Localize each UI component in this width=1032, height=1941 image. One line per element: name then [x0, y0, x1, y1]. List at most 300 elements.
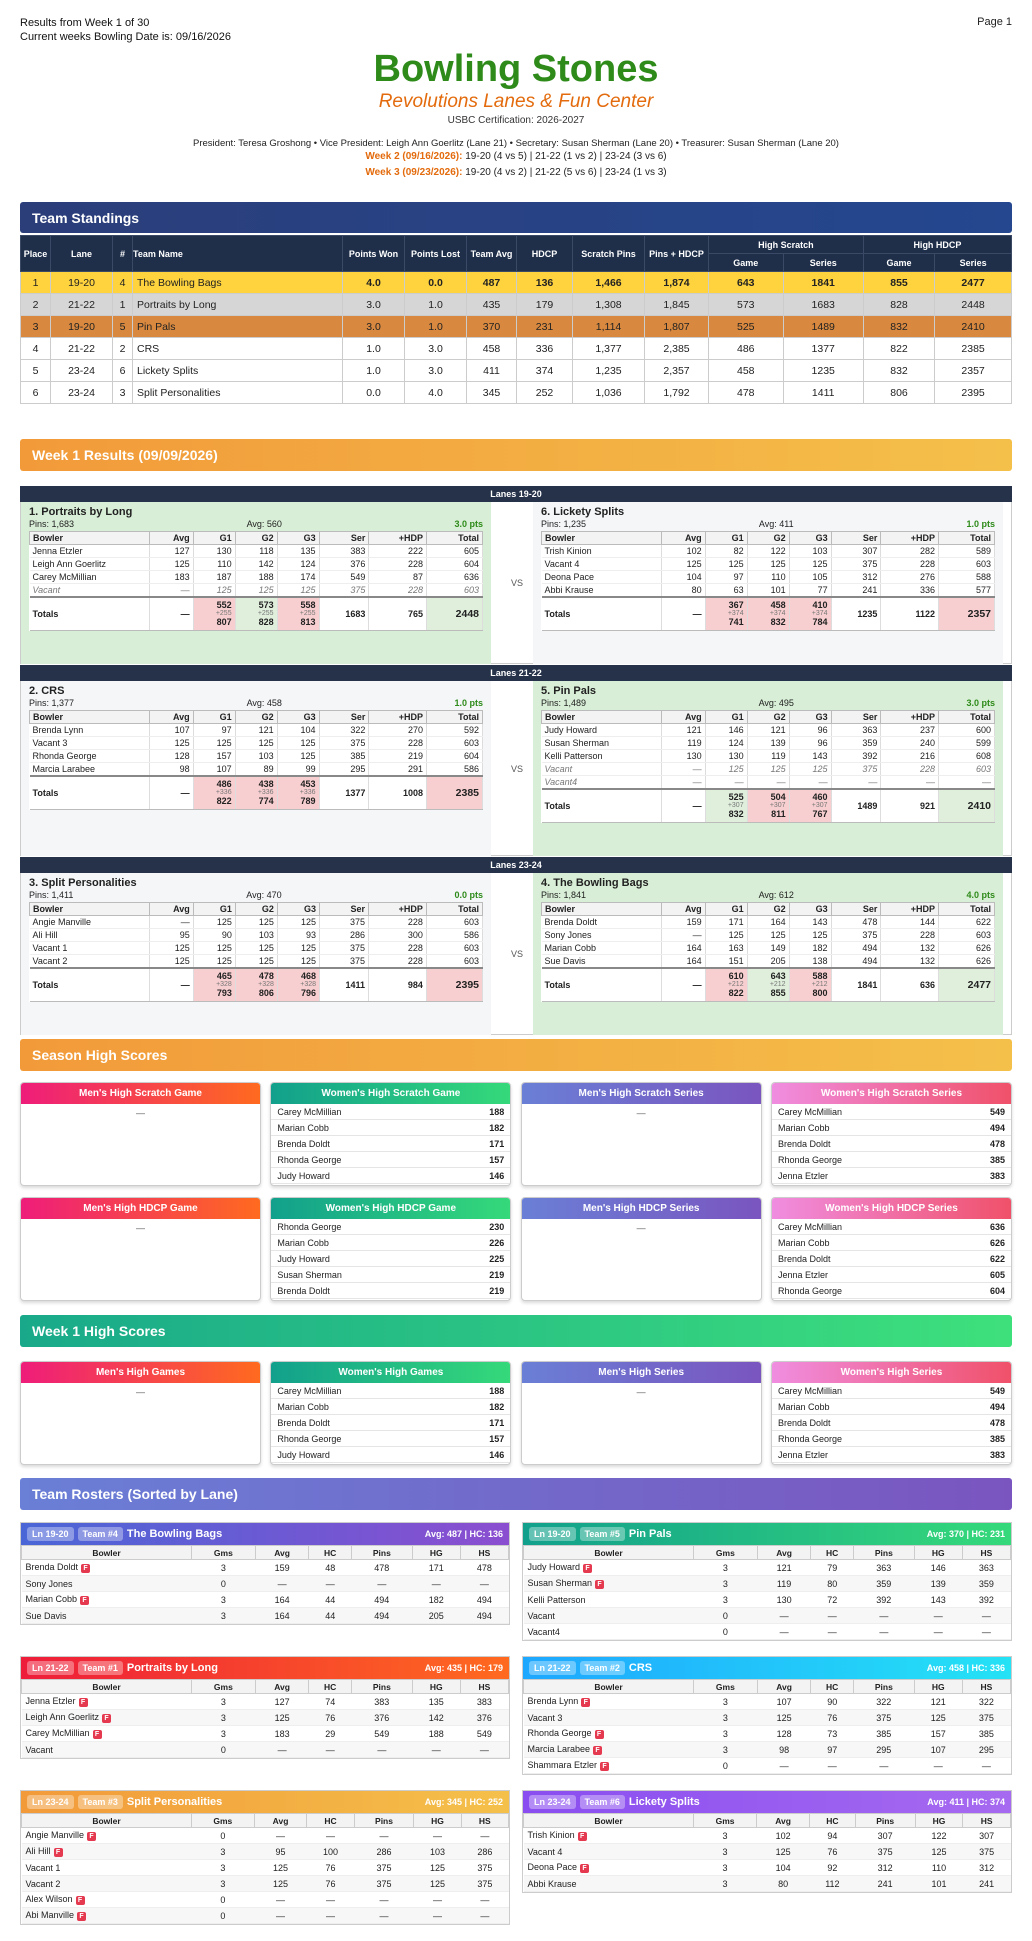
bowler-cell: 603	[939, 763, 995, 776]
game-hdcp: +212	[811, 981, 828, 989]
roster-row	[524, 1592, 1011, 1608]
score-line	[772, 1415, 1011, 1431]
roster-row	[524, 1860, 1011, 1876]
bowler-cell: 604	[427, 750, 483, 763]
roster-bowler-name: Brenda Doldt	[25, 1562, 79, 1573]
roster-cell: —	[962, 1624, 1010, 1640]
col-subheader: Game	[863, 254, 934, 272]
lane-badge: Ln 23-24	[529, 1795, 576, 1809]
roster-cell: 125	[414, 1860, 461, 1876]
bowler-cell: Brenda Doldt	[542, 916, 662, 929]
roster-cell: 76	[307, 1876, 354, 1892]
game-total: 800	[812, 988, 828, 999]
flag-icon: F	[87, 1832, 96, 1841]
page-number: Page 1	[977, 16, 1012, 28]
totals-game	[193, 597, 235, 631]
roster-cell: 164	[255, 1608, 309, 1624]
card-title: Men's High Scratch Series	[522, 1083, 761, 1104]
team-badge: Team #3	[78, 1795, 123, 1809]
bowler-cell: 128	[150, 750, 194, 763]
totals-row	[30, 776, 483, 810]
roster-cell: 0	[192, 1828, 255, 1844]
bowler-cell: 159	[662, 916, 706, 929]
bowler-row	[542, 942, 995, 955]
roster-bowler-name: Marcia Larabee	[527, 1744, 591, 1755]
bowler-table	[29, 710, 483, 810]
no-scores: —	[636, 1108, 646, 1118]
bowler-cell: 125	[277, 916, 319, 929]
totals-final: 2410	[939, 789, 995, 823]
bowler-cell: 121	[235, 724, 277, 737]
team-name: 5. Pin Pals	[541, 685, 597, 697]
roster-col-header: Pins	[853, 1680, 914, 1694]
team-avg: Avg: 411	[758, 519, 794, 529]
bowler-name: Rhonda George	[777, 1155, 843, 1165]
roster-header	[21, 1791, 509, 1813]
roster-cell: 241	[855, 1876, 915, 1892]
score-line	[271, 1283, 510, 1299]
standings-cell: 2	[113, 338, 133, 360]
standings-cell: 4.0	[343, 272, 405, 294]
totals-final: 2395	[426, 968, 482, 1002]
roster-cell: —	[309, 1742, 352, 1758]
team-points: 3.0 pts	[966, 698, 995, 708]
bowler-cell: 95	[150, 929, 194, 942]
standings-cell: 1,308	[573, 294, 645, 316]
totals-hdp: 921	[881, 789, 939, 823]
team-name: 6. Lickety Splits	[541, 506, 625, 518]
roster-col-header: HG	[915, 1814, 963, 1828]
bowler-col-header: G2	[235, 532, 277, 545]
totals-label: Totals	[542, 597, 662, 631]
bowler-cell: —	[831, 776, 881, 789]
high-score-card	[771, 1361, 1012, 1465]
bowler-score: 605	[989, 1270, 1005, 1280]
bowler-col-header: Avg	[150, 532, 194, 545]
standings-row	[21, 382, 1012, 404]
roster-cell: 312	[963, 1860, 1011, 1876]
standings-cell: 486	[709, 338, 784, 360]
bowler-cell: —	[747, 776, 789, 789]
roster-cell: 125	[255, 1710, 309, 1726]
flag-icon: F	[81, 1564, 90, 1573]
flag-icon: F	[600, 1762, 609, 1771]
bowler-cell: Abbi Krause	[542, 584, 662, 597]
bowler-cell: 125	[705, 763, 747, 776]
roster-table	[523, 1679, 1011, 1774]
bowler-col-header: G2	[235, 711, 277, 724]
roster-stats: Avg: 458 | HC: 336	[926, 1663, 1005, 1673]
totals-game	[705, 597, 747, 631]
game-scratch: 643	[770, 971, 786, 982]
totals-series: 1411	[320, 968, 369, 1002]
bowler-cell: Vacant 2	[30, 955, 150, 968]
flag-icon: F	[79, 1698, 88, 1707]
standings-cell: 2410	[935, 316, 1012, 338]
roster-bowler-name: Vacant 1	[25, 1862, 61, 1873]
bowler-col-header: Total	[939, 532, 995, 545]
totals-avg: —	[662, 597, 706, 631]
bowler-cell: —	[150, 584, 194, 597]
bowler-cell: 586	[427, 763, 483, 776]
bowler-col-header: Ser	[831, 903, 881, 916]
bowler-cell: Sony Jones	[542, 929, 662, 942]
roster-cell: —	[460, 1742, 508, 1758]
bowler-cell: 125	[747, 763, 789, 776]
bowler-cell: —	[939, 776, 995, 789]
roster-bowler-name: Vacant4	[527, 1626, 560, 1637]
standings-cell: 1,874	[645, 272, 709, 294]
roster-cell: 119	[757, 1576, 811, 1592]
team-pins: Pins: 1,489	[541, 698, 587, 708]
roster-bowler	[22, 1828, 192, 1844]
roster-bowler	[524, 1844, 694, 1860]
bowler-cell: 104	[662, 571, 706, 584]
score-line	[271, 1251, 510, 1267]
team-roster	[20, 1790, 510, 1925]
roster-cell: 188	[412, 1726, 460, 1742]
bowler-score: 494	[989, 1402, 1005, 1412]
roster-row	[524, 1876, 1011, 1892]
roster-bowler	[524, 1876, 694, 1892]
bowler-name: Brenda Doldt	[777, 1254, 831, 1264]
bowler-col-header: Bowler	[542, 711, 662, 724]
bowler-cell: 125	[277, 955, 319, 968]
roster-cell: 383	[460, 1694, 508, 1710]
roster-col-header: Bowler	[22, 1814, 192, 1828]
col-subheader: Series	[783, 254, 863, 272]
game-hdcp: +212	[769, 981, 786, 989]
game-scratch: 525	[728, 792, 744, 803]
roster-team-name: Lickety Splits	[628, 1796, 700, 1808]
score-line	[772, 1251, 1011, 1267]
standings-cell: 1,807	[645, 316, 709, 338]
roster-cell: 74	[309, 1694, 352, 1710]
bowler-cell: —	[662, 763, 706, 776]
roster-cell: 312	[855, 1860, 915, 1876]
bowler-cell: 144	[881, 916, 939, 929]
bowler-row	[30, 558, 483, 571]
score-line	[271, 1104, 510, 1120]
roster-team-name: CRS	[628, 1662, 653, 1674]
roster-cell: —	[811, 1758, 854, 1774]
score-line	[271, 1120, 510, 1136]
roster-col-header: HS	[461, 1814, 508, 1828]
standings-cell: 1683	[783, 294, 863, 316]
roster-bowler	[524, 1742, 694, 1758]
roster-col-header: HC	[810, 1814, 856, 1828]
bowler-cell: 87	[369, 571, 427, 584]
roster-cell: —	[962, 1758, 1010, 1774]
score-line	[271, 1136, 510, 1152]
totals-game	[747, 968, 789, 1002]
standings-cell: 1	[21, 272, 51, 294]
bowler-cell: 138	[789, 955, 831, 968]
bowler-cell: 125	[747, 929, 789, 942]
roster-cell: 0	[192, 1908, 255, 1924]
roster-cell: 3	[192, 1592, 256, 1608]
score-line	[772, 1399, 1011, 1415]
game-total: 807	[216, 617, 232, 628]
roster-col-header: HC	[307, 1814, 354, 1828]
roster-cell: 101	[915, 1876, 963, 1892]
roster-row	[22, 1844, 509, 1860]
bowler-cell: 105	[789, 571, 831, 584]
roster-bowler	[524, 1576, 694, 1592]
roster-cell: 95	[254, 1844, 307, 1860]
bowler-cell: 142	[235, 558, 277, 571]
roster-stats: Avg: 435 | HC: 179	[424, 1663, 503, 1673]
bowler-name: Carey McMillian	[777, 1222, 842, 1232]
score-line	[772, 1431, 1011, 1447]
game-hdcp: +328	[216, 981, 232, 989]
bowler-row	[542, 571, 995, 584]
standings-cell: 1235	[783, 360, 863, 382]
no-scores: —	[136, 1387, 145, 1397]
bowler-cell: —	[150, 916, 194, 929]
bowler-name: Jenna Etzler	[777, 1450, 829, 1460]
roster-cell: 125	[254, 1860, 307, 1876]
roster-cell: —	[307, 1892, 354, 1908]
standings-cell: Split Personalities	[133, 382, 343, 404]
standings-cell: 2,385	[645, 338, 709, 360]
roster-cell: 164	[255, 1592, 309, 1608]
standings-row	[21, 360, 1012, 382]
standings-cell: 478	[709, 382, 784, 404]
roster-bowler-name: Trish Kinion	[527, 1830, 575, 1841]
bowler-cell: 143	[789, 916, 831, 929]
bowler-cell: 219	[369, 750, 427, 763]
bowler-cell: 603	[426, 955, 482, 968]
bowler-name: Rhonda George	[277, 1155, 342, 1165]
score-line	[772, 1383, 1011, 1399]
bowler-cell: 363	[831, 724, 881, 737]
col-header: Pins + HDCP	[645, 236, 709, 272]
standings-cell: 3.0	[343, 294, 405, 316]
flag-icon: F	[583, 1564, 592, 1573]
bowler-col-header: Ser	[831, 532, 881, 545]
roster-cell: 3	[192, 1710, 256, 1726]
standings-cell: Portraits by Long	[133, 294, 343, 316]
roster-stats: Avg: 411 | HC: 374	[927, 1797, 1005, 1807]
roster-cell: —	[354, 1908, 414, 1924]
bowler-cell: 135	[277, 545, 319, 558]
roster-col-header: Bowler	[524, 1680, 694, 1694]
flag-icon: F	[76, 1896, 85, 1905]
team-avg: Avg: 470	[246, 890, 282, 900]
roster-col-header: Bowler	[22, 1680, 192, 1694]
roster-cell: 171	[412, 1560, 460, 1576]
roster-cell: 125	[757, 1844, 810, 1860]
roster-col-header: Gms	[694, 1814, 757, 1828]
totals-hdp: 765	[369, 597, 427, 631]
bowler-score: 478	[989, 1139, 1005, 1149]
standings-cell: 136	[517, 272, 573, 294]
game-scratch: 552	[216, 600, 232, 611]
totals-game	[277, 968, 319, 1002]
roster-bowler	[22, 1726, 192, 1742]
bowler-score: 478	[989, 1418, 1005, 1428]
bowler-cell: 164	[747, 916, 789, 929]
bowler-cell: 121	[747, 724, 789, 737]
roster-row	[524, 1758, 1011, 1774]
roster-cell: 125	[254, 1876, 307, 1892]
bowler-cell: 171	[705, 916, 747, 929]
score-line	[271, 1267, 510, 1283]
bowler-cell: 188	[235, 571, 277, 584]
week-results-header: Week 1 Results (09/09/2026)	[20, 439, 1012, 471]
standings-cell: 4.0	[405, 382, 467, 404]
current-date: Current weeks Bowling Date is: 09/16/2026	[20, 31, 231, 43]
bowler-score: 549	[989, 1107, 1005, 1117]
bowler-cell: 603	[939, 929, 995, 942]
roster-cell: 375	[962, 1710, 1010, 1726]
bowler-cell: —	[705, 776, 747, 789]
roster-cell: 139	[914, 1576, 962, 1592]
game-hdcp: +374	[727, 610, 744, 618]
bowler-name: Rhonda George	[277, 1434, 342, 1444]
standings-cell: Pin Pals	[133, 316, 343, 338]
bowler-cell: 336	[881, 584, 939, 597]
roster-col-header: Avg	[255, 1680, 309, 1694]
totals-series: 1377	[319, 776, 369, 810]
bowler-row	[542, 737, 995, 750]
team-points: 3.0 pts	[454, 519, 483, 529]
bowler-col-header: Total	[939, 903, 995, 916]
roster-cell: 135	[412, 1694, 460, 1710]
game-hdcp: +336	[215, 789, 232, 797]
roster-col-header: Pins	[855, 1814, 915, 1828]
game-total: 774	[258, 796, 274, 807]
bowler-cell: 241	[831, 584, 881, 597]
roster-bowler-name: Sue Davis	[25, 1610, 67, 1621]
roster-cell: 97	[811, 1742, 854, 1758]
roster-cell: 549	[351, 1726, 412, 1742]
roster-cell: 130	[757, 1592, 811, 1608]
standings-cell: 828	[863, 294, 934, 316]
card-title: Women's High Scratch Game	[271, 1083, 510, 1104]
roster-cell: —	[307, 1828, 354, 1844]
bowler-name: Rhonda George	[777, 1286, 843, 1296]
roster-cell: —	[811, 1624, 854, 1640]
bowler-cell: 125	[193, 955, 235, 968]
team-pins: Pins: 1,411	[29, 890, 74, 900]
bowler-cell: 164	[662, 942, 706, 955]
bowler-cell: 599	[939, 737, 995, 750]
roster-cell: 183	[255, 1726, 309, 1742]
bowler-score: 636	[989, 1222, 1005, 1232]
standings-cell: 23-24	[51, 382, 113, 404]
roster-cell: 92	[810, 1860, 856, 1876]
bowler-cell: 307	[831, 545, 881, 558]
game-scratch: 504	[770, 792, 786, 803]
roster-cell: —	[914, 1608, 962, 1624]
bowler-cell: 130	[705, 750, 747, 763]
roster-cell: 0	[192, 1742, 256, 1758]
roster-col-header: Bowler	[524, 1814, 694, 1828]
bowler-cell: 125	[150, 955, 194, 968]
roster-bowler-name: Judy Howard	[527, 1562, 581, 1573]
bowler-cell: 622	[939, 916, 995, 929]
roster-col-header: Avg	[757, 1546, 811, 1560]
roster-bowler-name: Carey McMillian	[25, 1728, 90, 1739]
team-name: 3. Split Personalities	[29, 877, 137, 889]
roster-col-header: HS	[460, 1680, 508, 1694]
standings-cell: 458	[467, 338, 517, 360]
totals-game	[193, 776, 235, 810]
bowler-col-header: Ser	[320, 903, 369, 916]
bowler-cell: 101	[747, 584, 789, 597]
roster-bowler-name: Abi Manville	[25, 1910, 75, 1921]
bowler-col-header: G3	[277, 532, 319, 545]
roster-row	[524, 1694, 1011, 1710]
bowler-cell: 228	[369, 558, 427, 571]
game-scratch: 610	[728, 971, 744, 982]
lane-bar: Lanes 19-20	[20, 486, 1012, 502]
totals-hdp: 1008	[369, 776, 427, 810]
standings-cell: 3	[21, 316, 51, 338]
team-points: 0.0 pts	[454, 890, 483, 900]
bowler-table	[29, 902, 483, 1002]
game-total: 822	[216, 796, 232, 807]
roster-table	[523, 1545, 1011, 1640]
standings-cell: 1411	[783, 382, 863, 404]
flag-icon: F	[580, 1864, 589, 1873]
roster-cell: 76	[307, 1860, 354, 1876]
bowler-cell: 603	[427, 584, 483, 597]
roster-cell: 359	[962, 1576, 1010, 1592]
bowler-cell: 174	[277, 571, 319, 584]
standings-cell: 2448	[935, 294, 1012, 316]
roster-cell: 122	[915, 1828, 963, 1844]
roster-col-header: Gms	[694, 1546, 758, 1560]
roster-cell: 286	[461, 1844, 508, 1860]
roster-header	[523, 1791, 1011, 1813]
flag-icon: F	[581, 1698, 590, 1707]
lane-badge: Ln 23-24	[27, 1795, 74, 1809]
bowler-cell: 376	[319, 558, 369, 571]
standings-row	[21, 316, 1012, 338]
standings-cell: 1489	[783, 316, 863, 338]
bowler-cell: 276	[881, 571, 939, 584]
roster-cell: —	[461, 1908, 508, 1924]
standings-row	[21, 272, 1012, 294]
score-line	[271, 1431, 510, 1447]
bowler-name: Marian Cobb	[777, 1238, 830, 1248]
game-total: 793	[216, 988, 232, 999]
standings-row	[21, 338, 1012, 360]
roster-bowler-name: Sony Jones	[25, 1578, 73, 1589]
standings-cell: 4	[21, 338, 51, 360]
flag-icon: F	[77, 1912, 86, 1921]
bowler-table	[29, 531, 483, 631]
roster-cell: 322	[853, 1694, 914, 1710]
bowler-col-header: G3	[789, 532, 831, 545]
standings-cell: 21-22	[51, 338, 113, 360]
roster-row	[22, 1742, 509, 1758]
bowler-cell: 118	[235, 545, 277, 558]
roster-col-header: Pins	[354, 1814, 414, 1828]
bowler-score: 146	[489, 1450, 505, 1460]
roster-col-header: Avg	[255, 1546, 309, 1560]
flag-icon: F	[93, 1730, 102, 1739]
bowler-score: 157	[489, 1434, 505, 1444]
roster-cell: —	[757, 1608, 811, 1624]
bowler-cell: 132	[881, 955, 939, 968]
flag-icon: F	[54, 1848, 63, 1857]
bowler-cell: 102	[662, 545, 706, 558]
bowler-name: Carey McMillian	[777, 1386, 842, 1396]
